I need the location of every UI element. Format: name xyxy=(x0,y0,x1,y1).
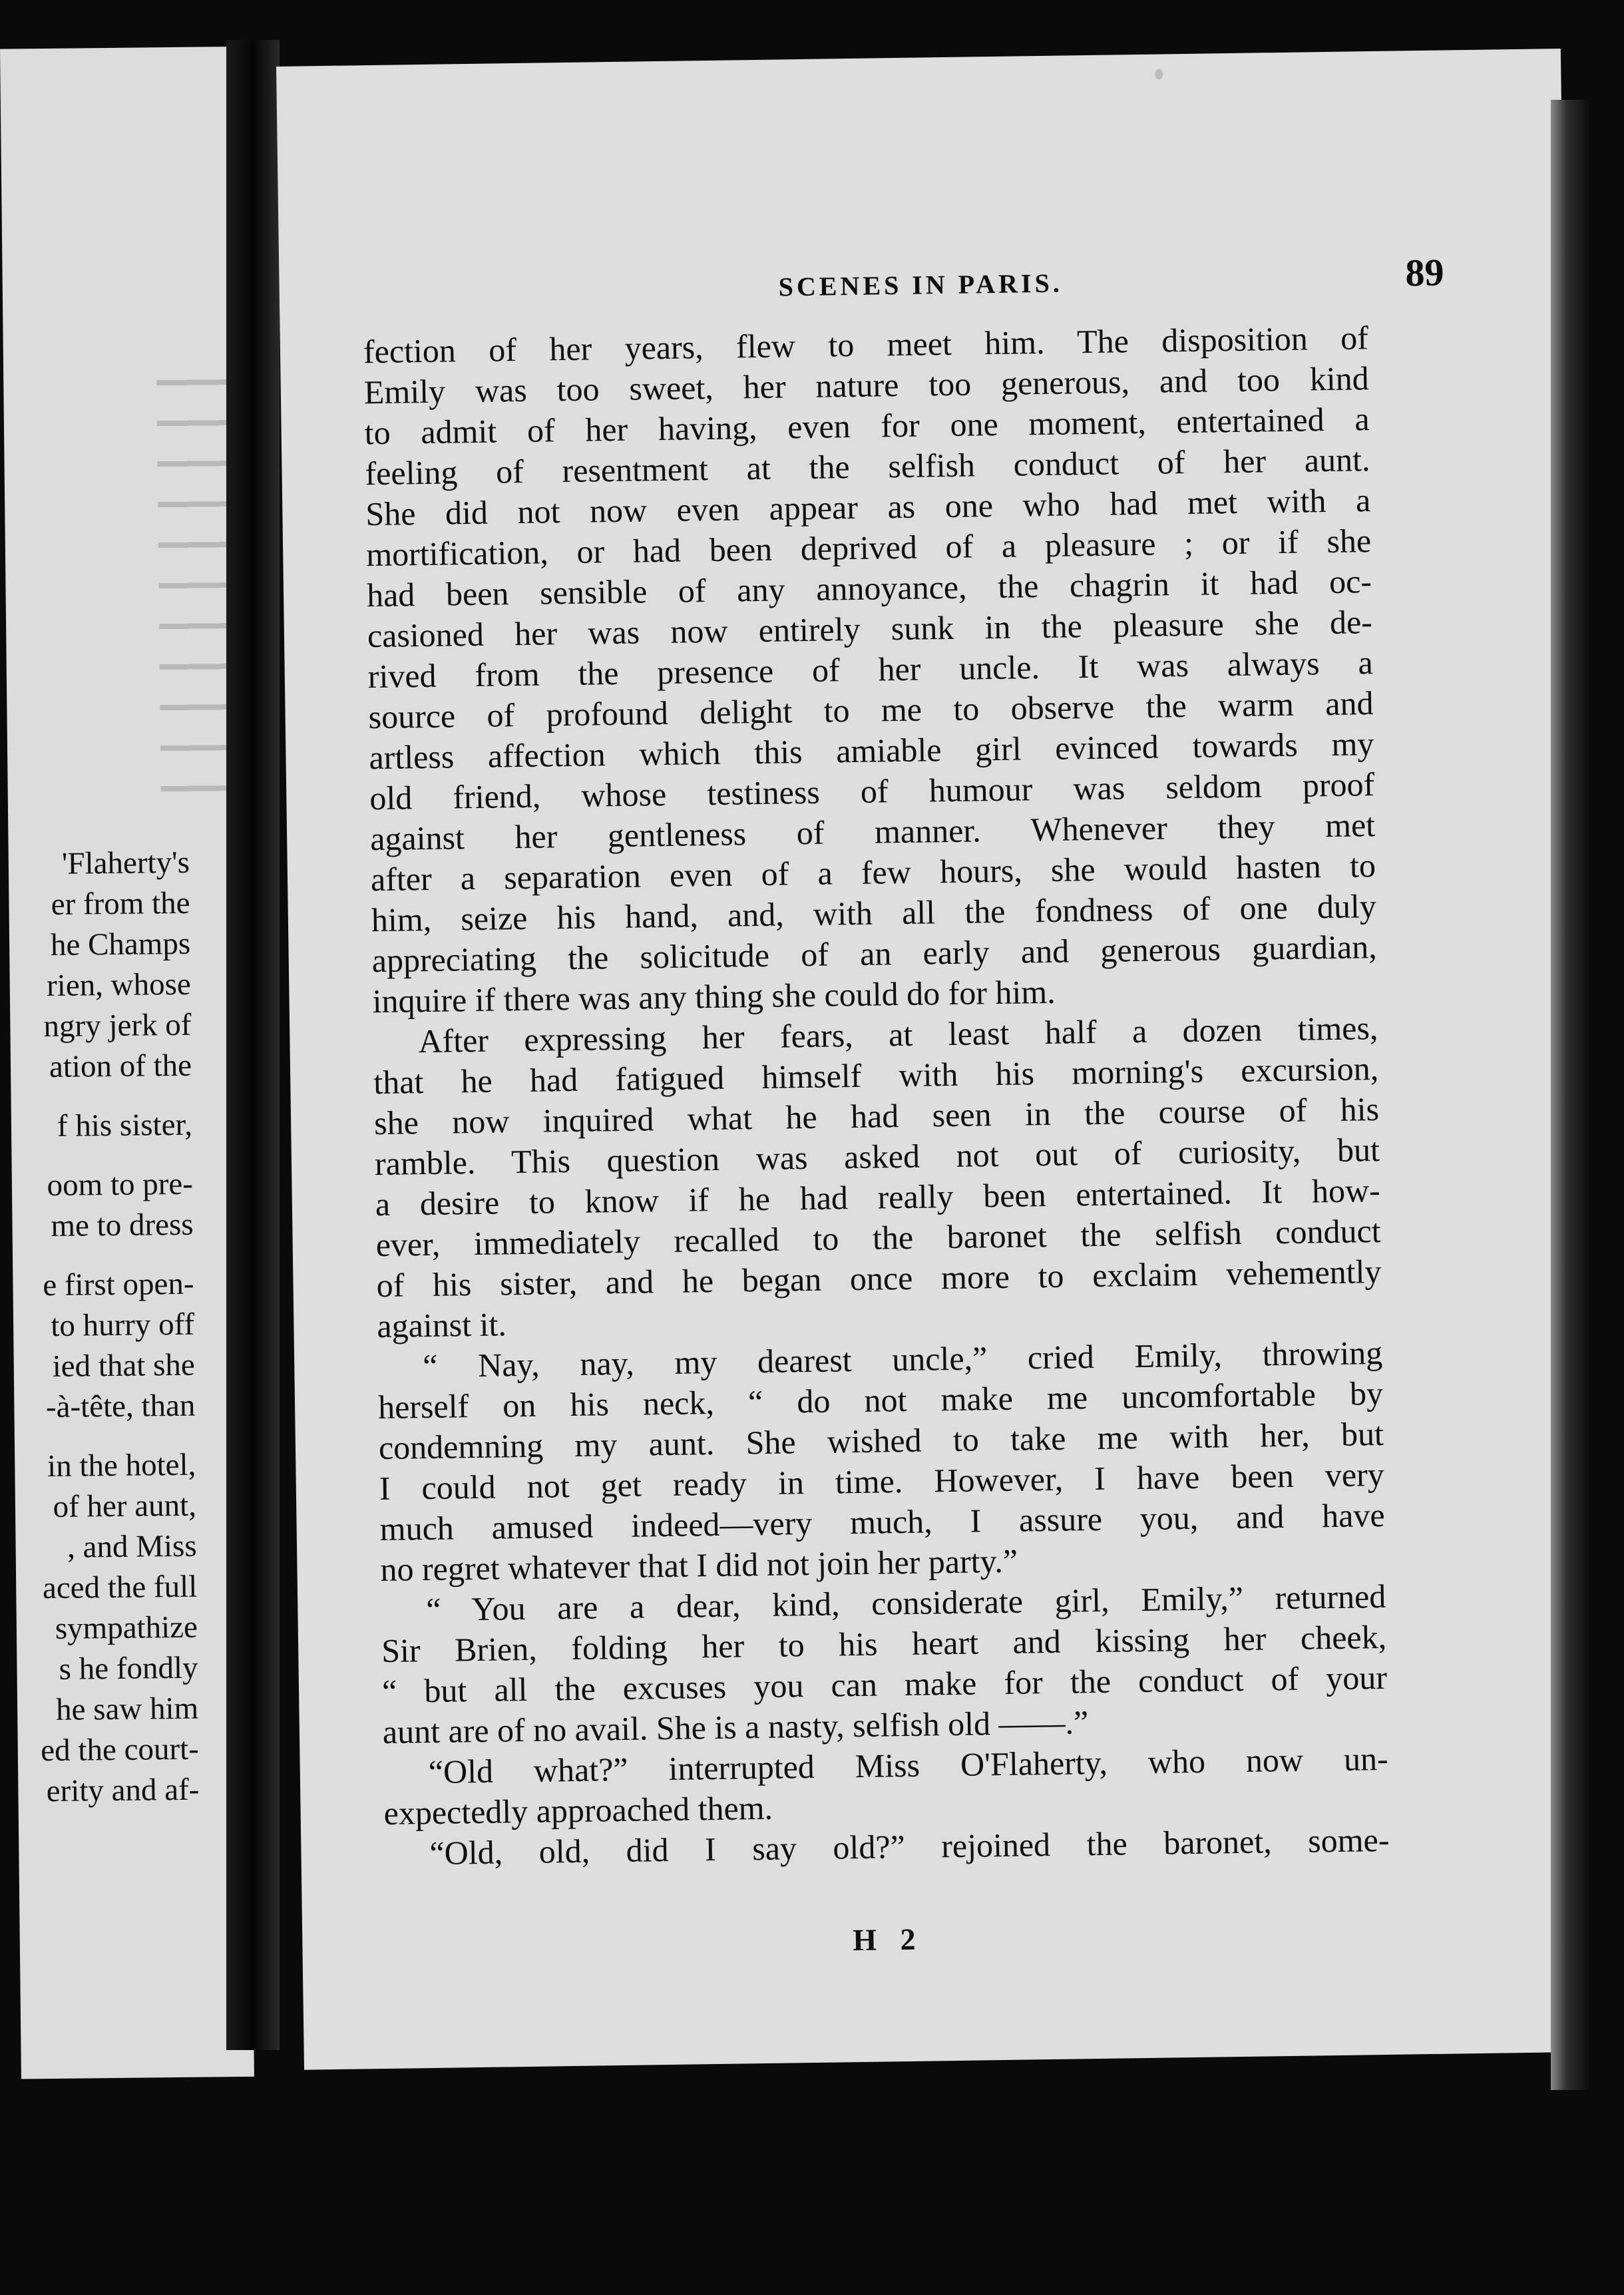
left-line: to hurry off xyxy=(51,1307,195,1343)
left-page-text-fragments xyxy=(0,843,200,1820)
text-line: had been sensible of any annoyance, the chagrin it had oc- xyxy=(366,562,1372,614)
left-line: rien, whose xyxy=(46,966,192,1004)
left-line: ed the court- xyxy=(41,1731,200,1769)
left-line: oom to pre- xyxy=(47,1166,194,1203)
right-main-page xyxy=(276,49,1589,2070)
text-line: a desire to know if he had really been entertained. It how- xyxy=(375,1171,1381,1223)
text-line: Emily was too sweet, her nature too generous, and too kind xyxy=(363,359,1370,411)
text-line: rived from the presence of her uncle. It was always a xyxy=(367,644,1374,696)
left-line: he saw him xyxy=(55,1691,199,1727)
text-line: appreciating the solicitude of an early and generous guardian, xyxy=(371,928,1378,980)
text-line: old friend, whose testiness of humour was seldom proof xyxy=(369,765,1375,817)
left-line: 'Flaherty's xyxy=(61,845,190,881)
text-line: after a separation even of a few hours, she would hasten to xyxy=(370,847,1376,899)
left-line: he Champs xyxy=(50,926,191,962)
text-line: Sir Brien, folding her to his heart and kissing her cheek, xyxy=(381,1617,1387,1670)
body-text xyxy=(363,317,1390,1958)
left-line: sympathize xyxy=(55,1609,198,1646)
text-line: much amused indeed—very much, I assure you, and have xyxy=(379,1496,1385,1548)
text-line: I could not get ready in time. However, I have been very xyxy=(379,1455,1385,1508)
book-gutter xyxy=(226,40,280,2050)
running-head: SCENES IN PARIS. xyxy=(778,268,1064,302)
left-line: in the hotel, xyxy=(47,1447,196,1484)
left-line: of her aunt, xyxy=(53,1488,197,1524)
left-line: ied that she xyxy=(52,1347,196,1384)
left-line: erity and af- xyxy=(46,1772,200,1809)
left-line: e first open- xyxy=(43,1266,194,1303)
text-line: ever, immediately recalled to the baronet the selfish conduct xyxy=(375,1212,1381,1264)
text-line: mortification, or had been deprived of a pleasure ; or if she xyxy=(365,522,1372,574)
text-line: artless affection which this amiable girl evinced towards my xyxy=(369,725,1374,777)
text-line: feeling of resentment at the selfish conduct of her aunt. xyxy=(365,441,1370,493)
left-line: , and Miss xyxy=(67,1528,197,1565)
text-line: “ You are a dear, kind, considerate girl, Emily,” returned xyxy=(425,1577,1386,1629)
text-line: that he had fatigued himself with his morning's excursion, xyxy=(373,1050,1379,1102)
text-line: expectedly approached them. xyxy=(383,1788,773,1832)
text-line: condemning my aunt. She wished to take me with her, but xyxy=(378,1414,1384,1467)
left-line: ngry jerk of xyxy=(43,1007,192,1044)
left-facing-page xyxy=(0,47,254,2079)
text-line: no regret whatever that I did not join her party.” xyxy=(380,1542,1018,1589)
text-line: source of profound delight to me to observe the warm and xyxy=(368,684,1374,736)
page-edge-shadow xyxy=(1551,100,1591,2090)
text-line: inquire if there was any thing she could do for him. xyxy=(372,972,1056,1020)
text-line: “Old what?” interrupted Miss O'Flaherty, who now un- xyxy=(428,1739,1389,1791)
text-line: “ but all the excuses you can make for the conduct of your xyxy=(381,1658,1388,1711)
text-line: fection of her years, flew to meet him. The disposition of xyxy=(363,319,1369,371)
left-line: -à-tête, than xyxy=(45,1388,196,1425)
left-line: aced the full xyxy=(42,1569,198,1606)
page-header xyxy=(352,250,1484,319)
left-line: s he fondly xyxy=(59,1650,198,1687)
text-line: against her gentleness of manner. Whenever they met xyxy=(369,806,1376,858)
text-line: She did not now even appear as one who had met with a xyxy=(365,481,1371,533)
left-line: er from the xyxy=(51,885,190,922)
text-line: After expressing her fears, at least half a dozen times, xyxy=(418,1009,1378,1060)
text-line: “Old, old, did I say old?” rejoined the baronet, some- xyxy=(429,1820,1390,1872)
text-line: of his sister, and he began once more to exclaim vehemently xyxy=(376,1252,1382,1305)
text-line: against it. xyxy=(377,1305,507,1345)
signature-mark: H 2 xyxy=(852,1922,924,1958)
page-number: 89 xyxy=(1405,250,1444,295)
text-line: herself on his neck, “ do not make me uncomfortable by xyxy=(377,1374,1384,1426)
text-line: aunt are of no avail. She is a nasty, selfish old ——.” xyxy=(382,1703,1089,1751)
left-line: ation of the xyxy=(49,1048,192,1084)
left-line: me to dress xyxy=(51,1207,194,1243)
text-line: she now inquired what he had seen in the course of his xyxy=(373,1090,1380,1142)
text-line: to admit of her having, even for one moment, entertained a xyxy=(364,400,1370,452)
paper-speck xyxy=(1155,69,1163,79)
text-line: “ Nay, nay, my dearest uncle,” cried Emily, throwing xyxy=(422,1333,1383,1385)
text-line: him, seize his hand, and, with all the fondness of one duly xyxy=(371,887,1377,939)
left-line: f his sister, xyxy=(57,1107,193,1144)
text-line: casioned her was now entirely sunk in the pleasure she de- xyxy=(367,603,1373,655)
text-line: ramble. This question was asked not out of curiosity, but xyxy=(374,1131,1380,1183)
